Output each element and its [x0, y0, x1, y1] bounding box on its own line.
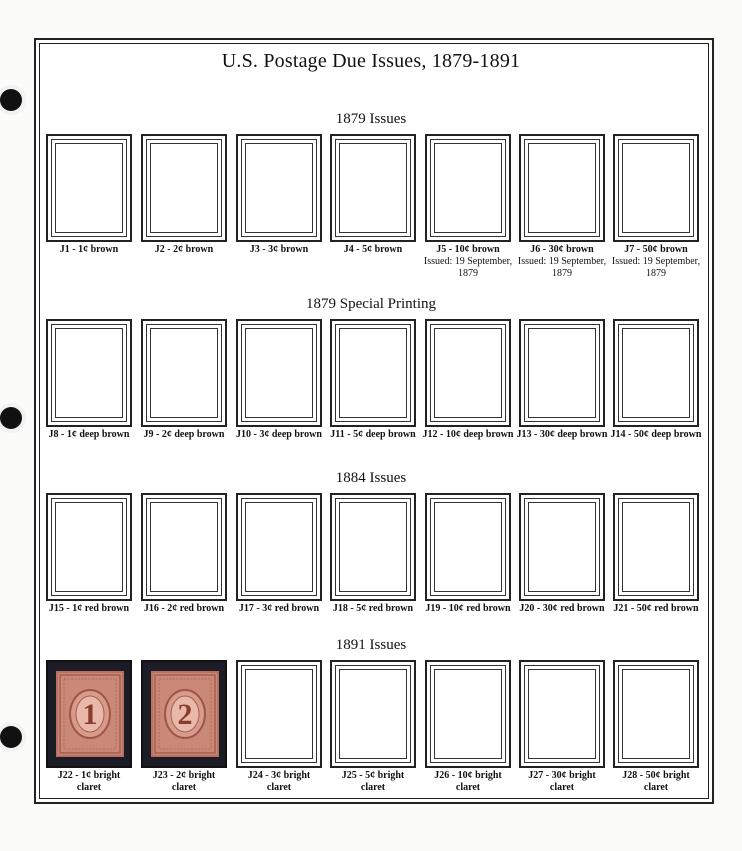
mount-inner-frame: [528, 143, 596, 233]
stamp-mount: [141, 319, 227, 427]
stamp-mount: [46, 134, 132, 242]
stamp-mount: [613, 660, 699, 768]
stamp-mount: [613, 319, 699, 427]
mount-inner-frame: [622, 143, 690, 233]
mount-inner-frame: [622, 328, 690, 418]
mount-inner-frame: [245, 502, 313, 592]
stamp-caption: [336, 770, 410, 794]
stamp-caption-text: J7 - 50¢ brown: [624, 244, 688, 255]
stamp-mount: [519, 493, 605, 601]
stamp-caption: [39, 429, 139, 441]
stamp-caption: [134, 603, 234, 615]
issue-date-note: Issued: 19 September, 1879: [423, 256, 513, 279]
postage-due-stamp: [56, 671, 124, 757]
stamp-mount: [236, 493, 322, 601]
stamp-mount: [519, 134, 605, 242]
mount-inner-frame: [434, 669, 502, 759]
stamp-caption-text: J6 - 30¢ brown: [530, 244, 594, 255]
stamp-caption: [512, 244, 612, 280]
stamp-caption-text: J25 - 5¢ bright claret: [341, 770, 405, 793]
mount-inner-frame: [55, 328, 123, 418]
stamp-caption-text: J12 - 10¢ deep brown: [422, 429, 514, 440]
stamp-mount: [236, 660, 322, 768]
stamp-caption: [134, 429, 234, 441]
stamp-mount: [236, 319, 322, 427]
postage-due-stamp: [151, 671, 219, 757]
stamp-caption-text: J22 - 1¢ bright claret: [57, 770, 121, 793]
stamp-caption: [606, 603, 706, 615]
stamp-mount: [141, 134, 227, 242]
mount-inner-frame: [339, 502, 407, 592]
mount-inner-frame: [528, 328, 596, 418]
stamp-caption: [39, 244, 139, 256]
stamp-caption-text: J17 - 3¢ red brown: [238, 603, 320, 614]
stamp-caption-text: J13 - 30¢ deep brown: [516, 429, 608, 440]
stamp-caption-text: J1 - 1¢ brown: [59, 244, 119, 255]
stamp-mount: [519, 660, 605, 768]
stamp-caption: [229, 603, 329, 615]
stamp-caption: [134, 244, 234, 256]
stamp-caption: [147, 770, 221, 794]
stamp-mount: [613, 493, 699, 601]
mount-inner-frame: [150, 143, 218, 233]
stamp-caption: [52, 770, 126, 794]
stamp-caption: [323, 429, 423, 441]
stamp-mount: [613, 134, 699, 242]
section-title: 1884 Issues: [335, 470, 407, 486]
stamp-caption: [431, 770, 505, 794]
stamp-numeral: 1: [82, 698, 98, 731]
stamp-caption: [525, 770, 599, 794]
binder-hole-bottom: [0, 726, 22, 748]
section-title: 1879 Special Printing: [306, 296, 436, 312]
stamp-mount: [141, 493, 227, 601]
stamp-caption-text: J15 - 1¢ red brown: [48, 603, 130, 614]
stamp-caption-text: J5 - 10¢ brown: [436, 244, 500, 255]
issue-date-note: Issued: 19 September, 1879: [611, 256, 701, 279]
stamp-caption: [39, 603, 139, 615]
stamp-mount: [330, 660, 416, 768]
stamp-caption-text: J10 - 3¢ deep brown: [236, 429, 322, 440]
stamp-caption-text: J20 - 30¢ red brown: [519, 603, 605, 614]
stamp-caption-text: J4 - 5¢ brown: [343, 244, 403, 255]
stamp-mount: [425, 319, 511, 427]
mount-inner-frame: [528, 669, 596, 759]
stamp-caption: [242, 770, 316, 794]
stamp-caption-text: J14 - 50¢ deep brown: [610, 429, 702, 440]
mount-inner-frame: [245, 669, 313, 759]
mount-inner-frame: [150, 502, 218, 592]
mount-inner-frame: [622, 502, 690, 592]
mount-inner-frame: [434, 143, 502, 233]
stamp-caption: [512, 603, 612, 615]
stamp-mount: [425, 660, 511, 768]
stamp-caption-text: J24 - 3¢ bright claret: [247, 770, 311, 793]
mount-inner-frame: [622, 669, 690, 759]
mount-inner-frame: [434, 502, 502, 592]
stamp-caption: [229, 244, 329, 256]
stamp-caption: [418, 429, 518, 441]
stamp-caption: [229, 429, 329, 441]
mount-inner-frame: [528, 502, 596, 592]
stamp-mount: [46, 493, 132, 601]
stamp-caption-text: J19 - 10¢ red brown: [425, 603, 511, 614]
stamp-caption-text: J26 - 10¢ bright claret: [434, 770, 502, 793]
issue-date-note: Issued: 19 September, 1879: [517, 256, 607, 279]
stamp-caption-text: J11 - 5¢ deep brown: [330, 429, 416, 440]
stamp-mount: [330, 319, 416, 427]
stamp-caption-text: J2 - 2¢ brown: [154, 244, 214, 255]
page-title: U.S. Postage Due Issues, 1879-1891: [221, 50, 521, 72]
stamp-caption: [512, 429, 612, 441]
mount-inner-frame: [245, 143, 313, 233]
stamp-mount: [236, 134, 322, 242]
mount-inner-frame: [339, 328, 407, 418]
binder-hole-middle: [0, 407, 22, 429]
stamp-caption-text: J23 - 2¢ bright claret: [152, 770, 216, 793]
mount-inner-frame: [339, 143, 407, 233]
stamp-mount: [425, 493, 511, 601]
mount-inner-frame: [339, 669, 407, 759]
stamp-caption-text: J21 - 50¢ red brown: [613, 603, 699, 614]
mount-inner-frame: [245, 328, 313, 418]
stamp-caption-text: J8 - 1¢ deep brown: [48, 429, 130, 440]
stamp-caption-text: J9 - 2¢ deep brown: [143, 429, 225, 440]
stamp-caption: [619, 770, 693, 794]
section-title: 1891 Issues: [335, 637, 407, 653]
stamp-caption-text: J27 - 30¢ bright claret: [528, 770, 596, 793]
stamp-mount: [519, 319, 605, 427]
mount-inner-frame: [55, 502, 123, 592]
stamp-caption: [606, 429, 706, 441]
stamp-caption: [323, 603, 423, 615]
binder-hole-top: [0, 89, 22, 111]
stamp-caption-text: J16 - 2¢ red brown: [143, 603, 225, 614]
mount-inner-frame: [434, 328, 502, 418]
stamp-mount: [46, 319, 132, 427]
stamp-mount: [330, 134, 416, 242]
stamp-caption: [418, 244, 518, 280]
mount-inner-frame: [55, 143, 123, 233]
stamp-caption-text: J28 - 50¢ bright claret: [622, 770, 690, 793]
stamp-caption: [606, 244, 706, 280]
stamp-caption: [323, 244, 423, 256]
section-title: 1879 Issues: [335, 111, 407, 127]
stamp-mount: [330, 493, 416, 601]
stamp-mount: [425, 134, 511, 242]
mount-inner-frame: [150, 328, 218, 418]
stamp-mount: [46, 660, 132, 768]
stamp-numeral: 2: [177, 698, 193, 731]
stamp-caption-text: J18 - 5¢ red brown: [332, 603, 414, 614]
stamp-mount: [141, 660, 227, 768]
stamp-caption: [418, 603, 518, 615]
stamp-caption-text: J3 - 3¢ brown: [249, 244, 309, 255]
